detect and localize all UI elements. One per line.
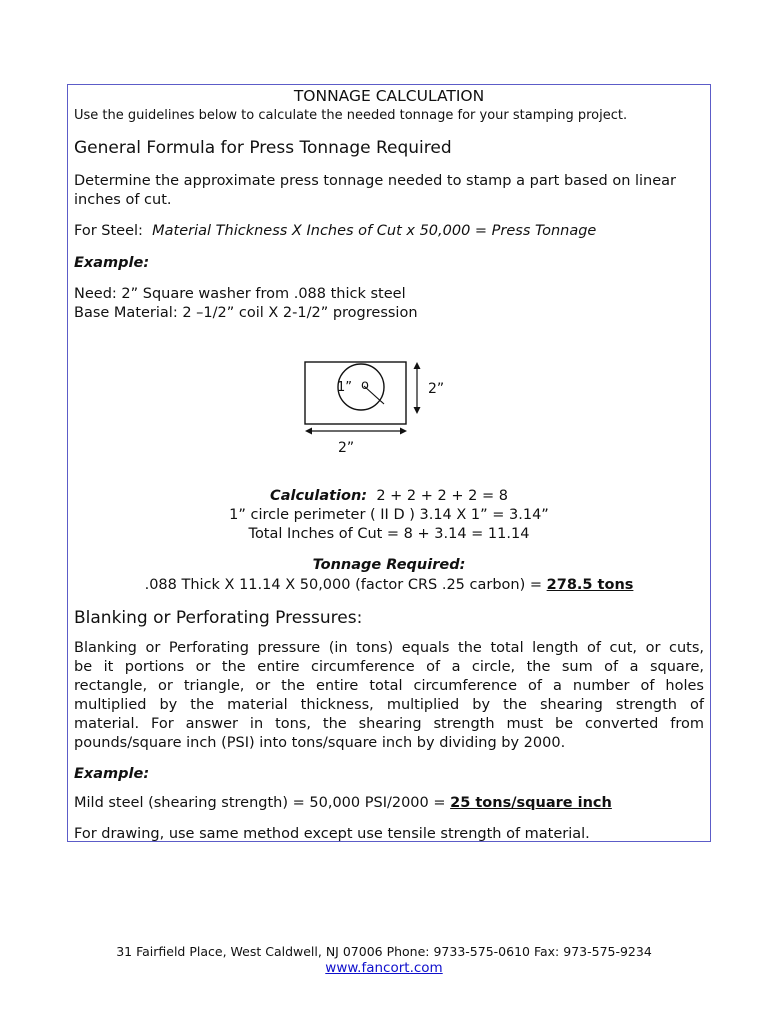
footer-website-link[interactable]: www.fancort.com <box>325 960 443 976</box>
base-material-line: Base Material: 2 –1/2” coil X 2-1/2” progression <box>74 305 418 321</box>
width-arrow-right <box>400 428 407 435</box>
circle-perimeter-line: 1” circle perimeter ( II D ) 3.14 X 1” = 3.14” <box>229 507 549 523</box>
general-desc-line2: inches of cut. <box>74 192 172 208</box>
calculation-sum: 2 + 2 + 2 + 2 = 8 <box>376 488 508 504</box>
height-arrow-top <box>414 362 421 369</box>
page-title: TONNAGE CALCULATION <box>293 87 485 105</box>
blanking-para-line: multiplied by the material thickness, multiplied by the shearing strength of <box>74 697 704 713</box>
blanking-para-line: material. For answer in tons, the shearing strength must be converted from <box>74 716 704 732</box>
circle-label: 1” <box>337 380 353 395</box>
tonnage-formula: .088 Thick X 11.14 X 50,000 (factor CRS .25 carbon) = <box>144 577 547 593</box>
need-line: Need: 2” Square washer from .088 thick steel <box>74 286 406 302</box>
footer-address: 31 Fairfield Place, West Caldwell, NJ 07006 Phone: 9733-575-0610 Fax: 973-575-9234 <box>116 944 652 959</box>
mild-steel-formula: Mild steel (shearing strength) = 50,000 PSI/2000 = <box>74 795 451 811</box>
circle-mark: o <box>361 378 369 393</box>
general-formula-heading: General Formula for Press Tonnage Required <box>74 138 452 158</box>
tonnage-line <box>67 576 711 594</box>
blanking-para-line: be it portions or the entire circumference of a circle, the sum of a square, <box>74 659 704 675</box>
general-desc-line1: Determine the approximate press tonnage needed to stamp a part based on linear <box>74 173 677 189</box>
blanking-para-line: Blanking or Perforating pressure (in tons) equals the total length of cut, or cuts, <box>74 640 704 656</box>
height-arrow-bottom <box>414 407 421 414</box>
calculation-line <box>67 487 711 505</box>
steel-formula: Material Thickness X Inches of Cut x 50,000 = Press Tonnage <box>152 223 597 239</box>
example-label-1: Example: <box>74 255 150 271</box>
width-label: 2” <box>338 440 355 456</box>
mild-steel-line <box>74 794 612 812</box>
steel-formula-line <box>74 222 596 240</box>
tonnage-result: 278.5 tons <box>546 577 634 593</box>
washer-diagram <box>290 348 470 460</box>
width-arrow-left <box>305 428 312 435</box>
mild-steel-result: 25 tons/square inch <box>450 795 612 811</box>
blanking-para-line: pounds/square inch (PSI) into tons/square inch by dividing by 2000. <box>74 735 566 751</box>
blanking-para-line: rectangle, or triangle, or the entire total circumference of a number of holes <box>74 678 704 694</box>
steel-label: For Steel: <box>74 223 143 239</box>
drawing-line: For drawing, use same method except use tensile strength of material. <box>74 826 590 842</box>
intro-text: Use the guidelines below to calculate the needed tonnage for your stamping project. <box>74 108 628 123</box>
height-label: 2” <box>428 381 445 397</box>
total-inches-line: Total Inches of Cut = 8 + 3.14 = 11.14 <box>248 526 530 542</box>
tonnage-required-label: Tonnage Required: <box>312 557 466 573</box>
example-label-2: Example: <box>74 766 150 782</box>
blanking-heading: Blanking or Perforating Pressures: <box>74 608 363 628</box>
square-outline <box>305 362 406 424</box>
calculation-label: Calculation: <box>270 488 368 504</box>
